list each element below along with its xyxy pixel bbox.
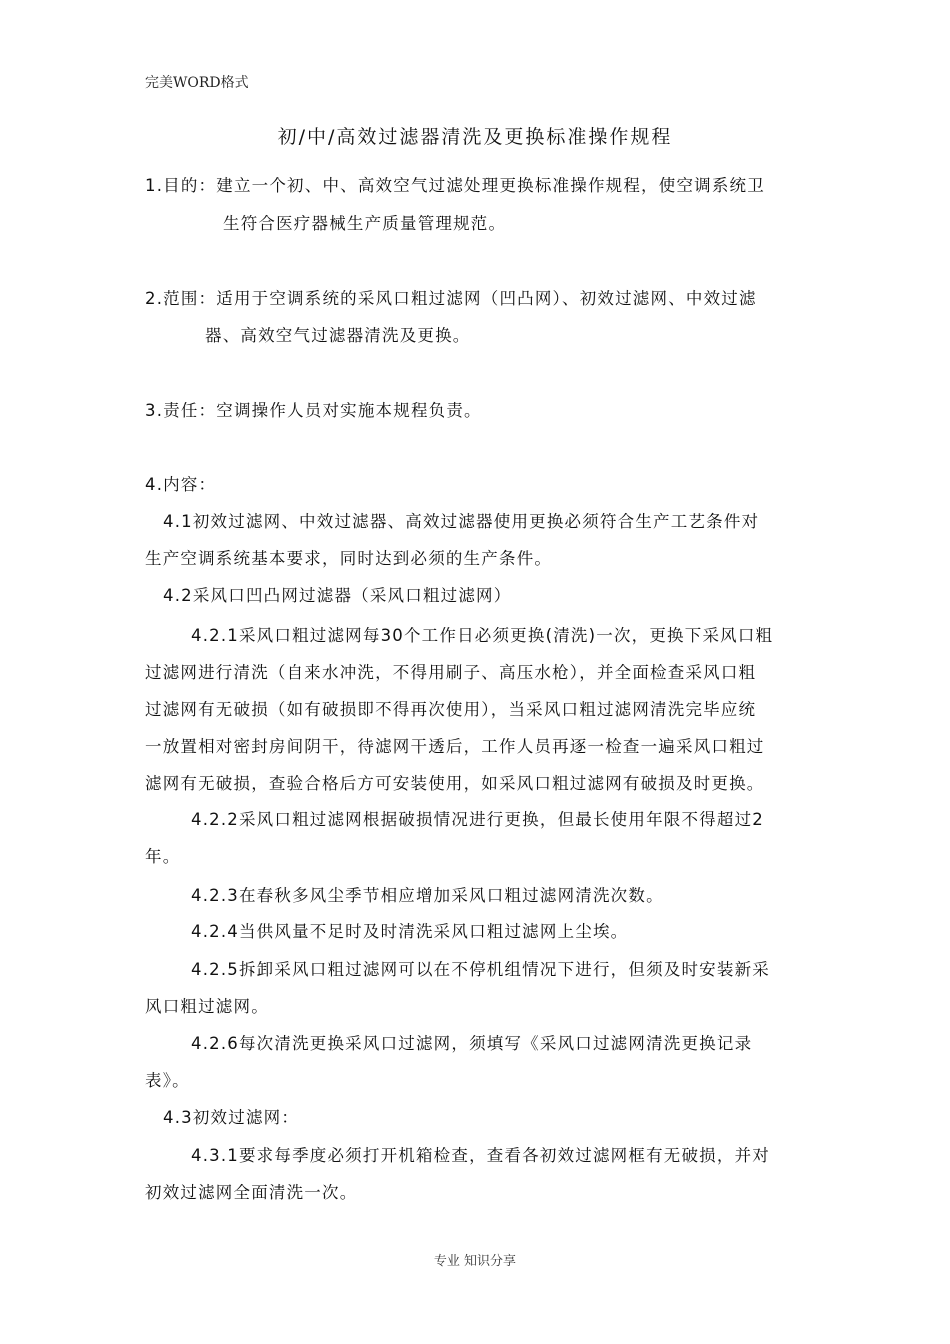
section-4-2-5-line-1: 4.2.5拆卸采风口粗过滤网可以在不停机组情况下进行，但须及时安装新采 — [191, 960, 770, 979]
section-4-2-2-line-2: 年。 — [145, 847, 181, 866]
section-4-2-heading: 4.2采风口凹凸网过滤器（采风口粗过滤网） — [163, 586, 512, 605]
section-4-2-4-line-1: 4.2.4当供风量不足时及时清洗采风口粗过滤网上尘埃。 — [191, 922, 629, 941]
section-4-3-1-line-2: 初效过滤网全面清洗一次。 — [145, 1183, 358, 1202]
section-4-2-6-line-2: 表》。 — [145, 1071, 190, 1090]
section-1-line-1: 1.目的：建立一个初、中、高效空气过滤处理更换标准操作规程，使空调系统卫 — [145, 176, 765, 195]
section-2-line-2: 器、高效空气过滤器清洗及更换。 — [205, 326, 471, 345]
section-4-3-heading: 4.3初效过滤网： — [163, 1108, 300, 1127]
section-4-2-1-line-2: 过滤网进行清洗（自来水冲洗，不得用刷子、高压水枪），并全面检查采风口粗 — [145, 663, 757, 682]
section-3-line-1: 3.责任：空调操作人员对实施本规程负责。 — [145, 401, 482, 420]
section-4-1-line-2: 生产空调系统基本要求，同时达到必须的生产条件。 — [145, 549, 553, 568]
section-4-2-3-line-1: 4.2.3在春秋多风尘季节相应增加采风口粗过滤网清洗次数。 — [191, 886, 664, 905]
section-4-2-1-line-4: 一放置相对密封房间阴干，待滤网干透后，工作人员再逐一检查一遍采风口粗过 — [145, 737, 765, 756]
section-2-line-1: 2.范围：适用于空调系统的采风口粗过滤网（凹凸网）、初效过滤网、中效过滤 — [145, 289, 757, 308]
section-4-2-1-line-3: 过滤网有无破损（如有破损即不得再次使用），当采风口粗过滤网清洗完毕应统 — [145, 700, 757, 719]
section-4-2-2-line-1: 4.2.2采风口粗过滤网根据破损情况进行更换，但最长使用年限不得超过2 — [191, 810, 764, 829]
section-4-2-1-line-1: 4.2.1采风口粗过滤网每30个工作日必须更换(清洗)一次，更换下采风口粗 — [191, 626, 774, 645]
section-4-2-5-line-2: 风口粗过滤网。 — [145, 997, 269, 1016]
section-4-3-1-line-1: 4.3.1要求每季度必须打开机箱检查，查看各初效过滤网框有无破损，并对 — [191, 1146, 770, 1165]
page-header: 完美WORD格式 — [145, 75, 249, 91]
section-4-1-line-1: 4.1初效过滤网、中效过滤器、高效过滤器使用更换必须符合生产工艺条件对 — [163, 512, 760, 531]
section-4-2-1-line-5: 滤网有无破损，查验合格后方可安装使用，如采风口粗过滤网有破损及时更换。 — [145, 774, 765, 793]
section-4-heading: 4.内容： — [145, 475, 217, 494]
section-4-2-6-line-1: 4.2.6每次清洗更换采风口过滤网，须填写《采风口过滤网清洗更换记录 — [191, 1034, 753, 1053]
document-title: 初/中/高效过滤器清洗及更换标准操作规程 — [277, 126, 673, 148]
section-1-line-2: 生符合医疗器械生产质量管理规范。 — [223, 214, 507, 233]
page-footer: 专业 知识分享 — [433, 1254, 517, 1269]
